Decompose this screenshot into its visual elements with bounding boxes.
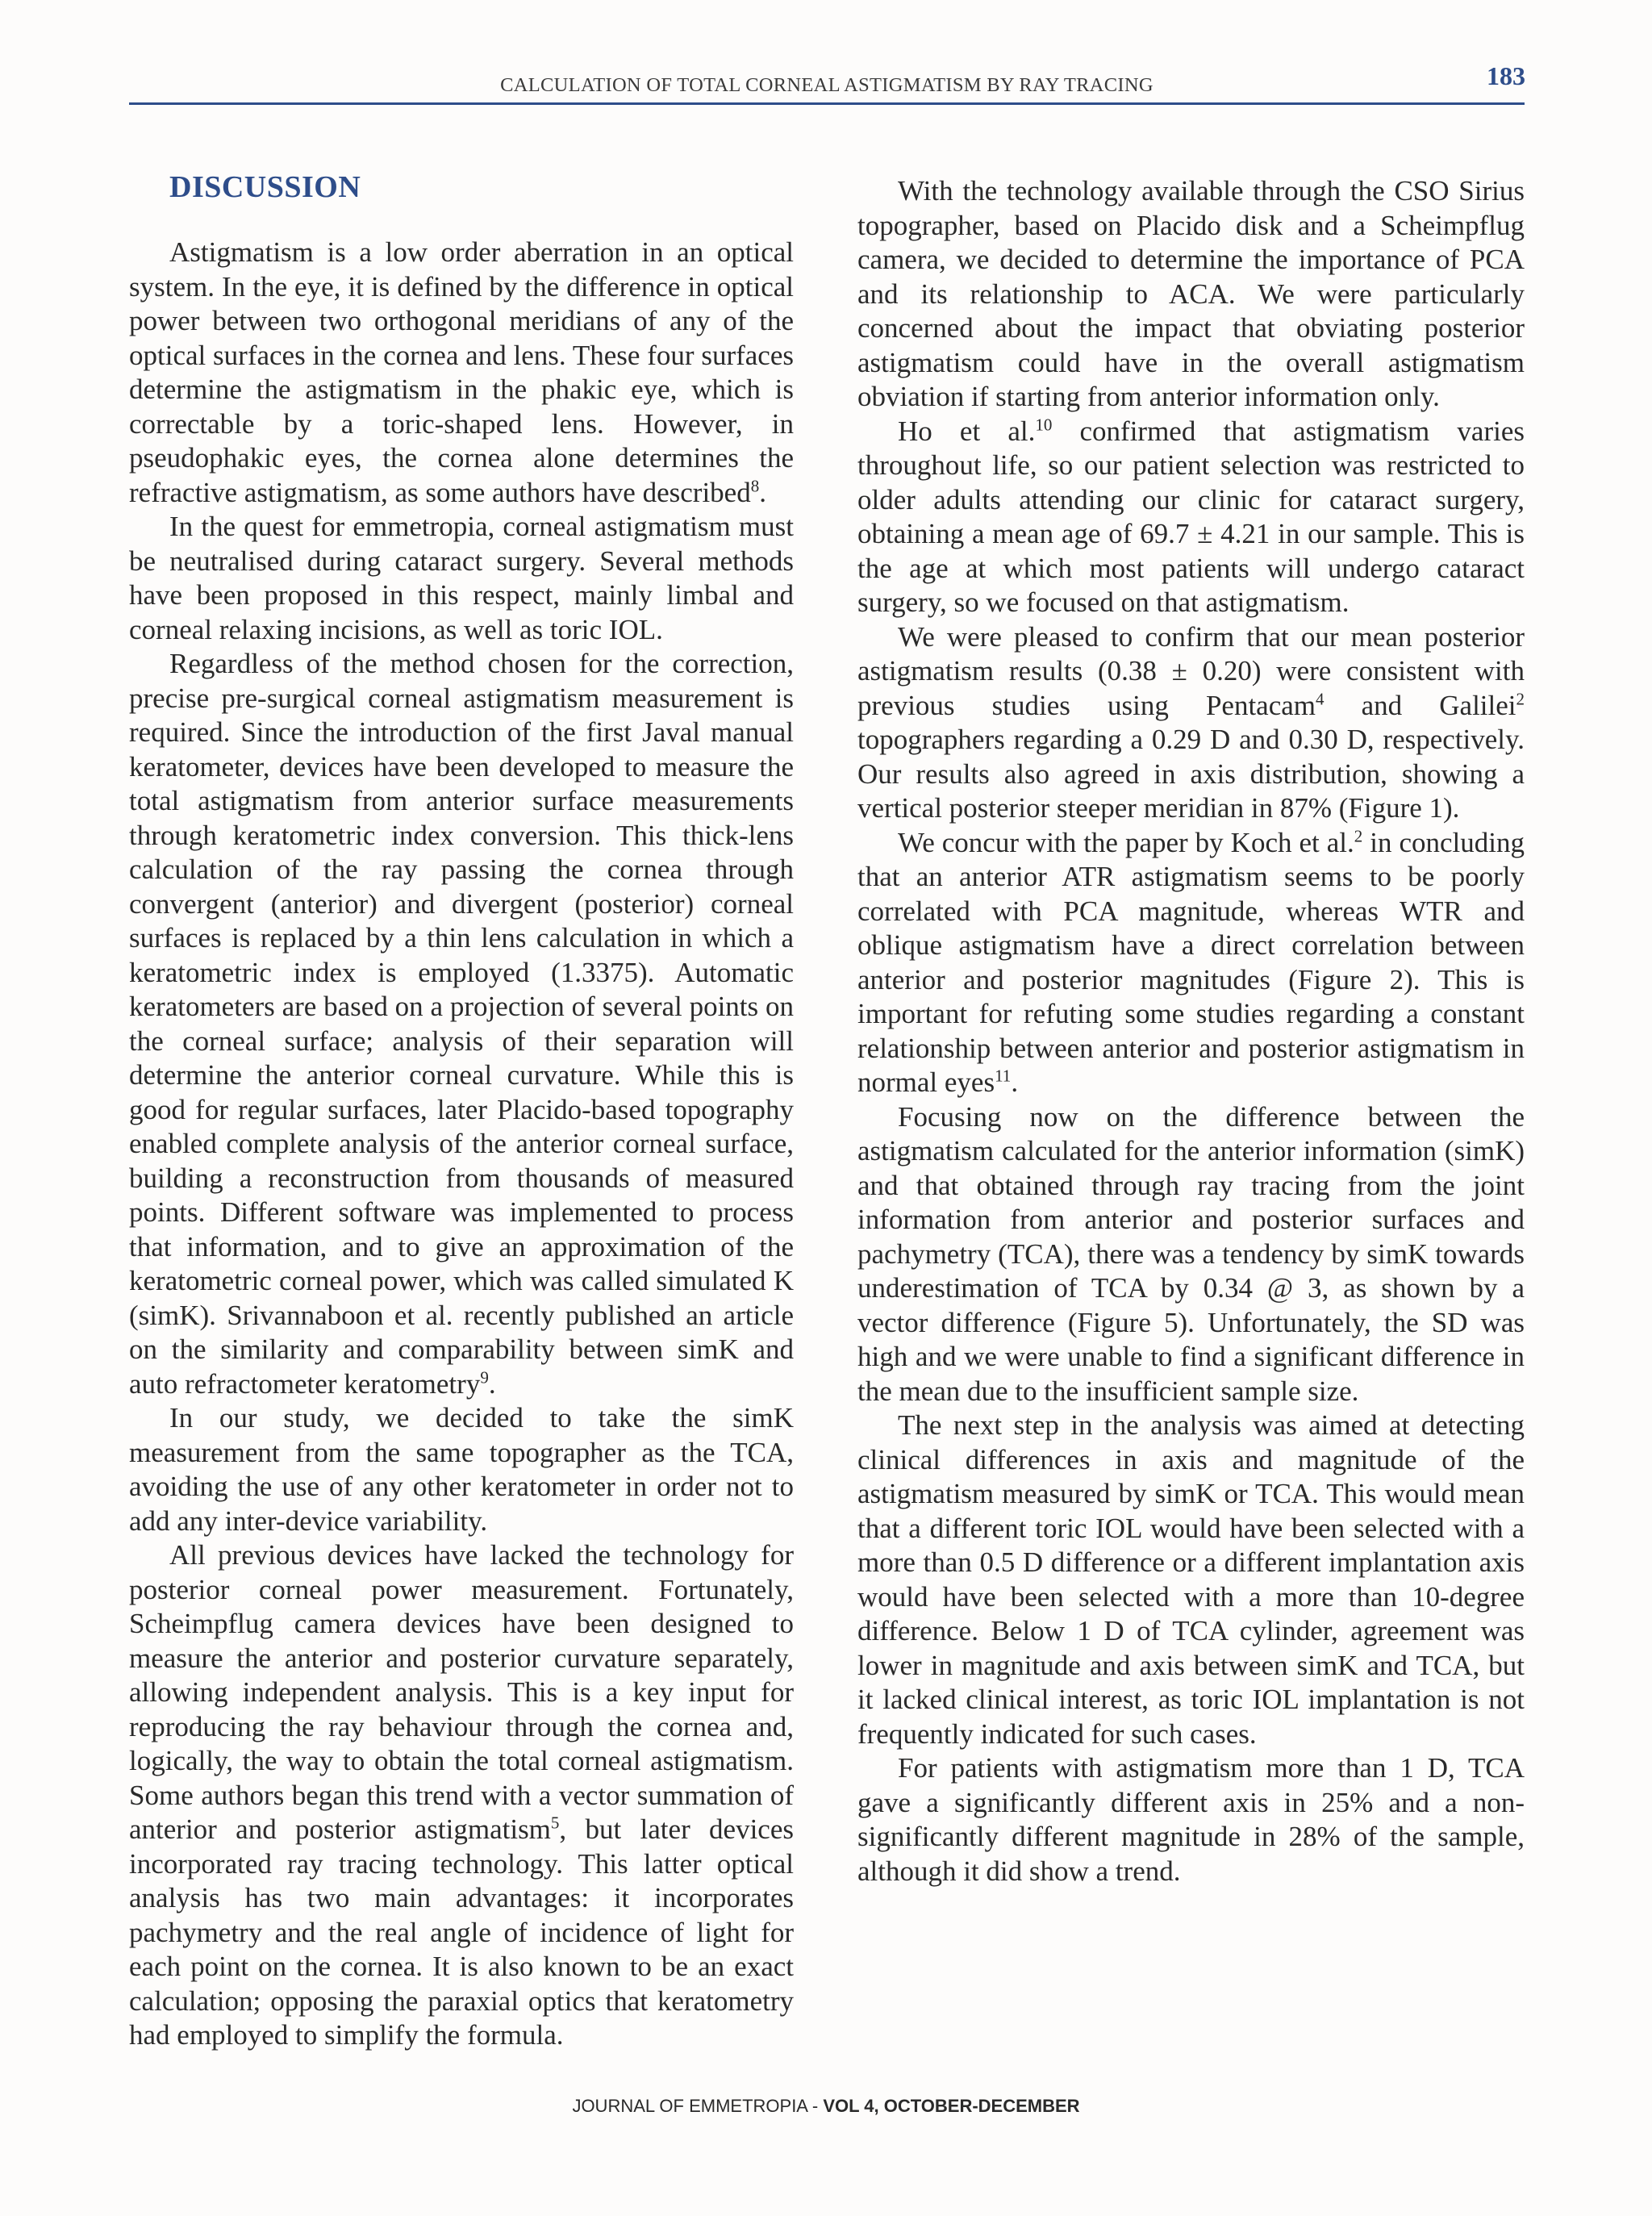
citation-ref: 2 xyxy=(1354,825,1363,845)
paragraph xyxy=(129,647,794,1401)
paragraph-text: and Galilei xyxy=(1324,689,1516,721)
paragraph-text: Regardless of the method chosen for the correction, precise pre-surgical corneal astigmatism measurement is required. Since the introduction of the first Javal manual keratometer, devices have been developed to measure the total astigmatism from anterior surface measurements through keratometric index conversion. This thick-lens calculation of the ray passing the cornea through convergent (anterior) and divergent (posterior) corneal surfaces is replaced by a thin lens calculation in which a keratometric index is employed (1.3375). Automatic keratometers are based on a projection of several points on the corneal surface; analysis of their separation will determine the anterior corneal curvature. While this is good for regular surfaces, later Placido-based topography enabled complete analysis of the anterior corneal surface, building a reconstruction from thousands of measured points. Different software was implemented to process that information, and to give an approximation of the keratometric corneal power, which was called simulated K (simK). Srivannaboon et al. recently published an article on the similarity and comparability between simK and auto refractometer keratometry xyxy=(129,648,794,1400)
citation-ref: 11 xyxy=(995,1066,1012,1086)
paragraph: For patients with astigmatism more than 1 D, TCA gave a significantly different axis in 25% and a non-significantly different magnitude in 28% of the sample, although it did show a trend. xyxy=(857,1752,1525,1887)
citation-ref: 10 xyxy=(1035,414,1053,434)
paragraph xyxy=(857,826,1525,1100)
paragraph-text: in concluding that an anterior ATR astigmatism seems to be poorly correlated with PCA magnitude, whereas WTR and oblique astigmatism have a direct correlation between anterior and posterior magnitudes (Figure 2). This is important for refuting some studies regarding a constant relationship between anterior and posterior astigmatism in normal eyes xyxy=(857,826,1525,1098)
paragraph: Focusing now on the difference between the astigmatism calculated for the anterior information (simK) and that obtained through ray tracing from the joint information from anterior and posterior surfaces and pachymetry (TCA), there was a tendency by simK towards underestimation of TCA by 0.34 @ 3, as shown by a vector difference (Figure 5). Unfortunately, the SD was high and we were unable to find a significant difference in the mean due to the insufficient sample size. xyxy=(857,1100,1525,1407)
paragraph: In the quest for emmetropia, corneal astigmatism must be neutralised during cataract surgery. Several methods have been proposed in this respect, mainly limbal and corneal relaxing incisions, as well as toric IOL. xyxy=(129,511,794,645)
paragraph: The next step in the analysis was aimed at detecting clinical differences in axis and magnitude of the astigmatism measured by simK or TCA. This would mean that a different toric IOL would have been selected with a more than 0.5 D difference or a different implantation axis would have been selected with a more than 10-degree difference. Below 1 D of TCA cylinder, agreement was lower in magnitude and axis between simK and TCA, but it lacked clinical interest, as toric IOL implantation is not frequently indicated for such cases. xyxy=(857,1409,1525,1750)
right-column xyxy=(857,174,1525,1888)
paragraph-tail: . xyxy=(759,476,766,508)
paragraph-tail: . xyxy=(1011,1066,1019,1098)
paragraph-tail: . xyxy=(488,1367,496,1400)
paragraph: With the technology available through the CSO Sirius topographer, based on Placido disk and a Scheimpflug camera, we decided to determine the importance of PCA and its relationship to ACA. We were particularly concerned about the impact that obviating posterior astigmatism could have in the overall astigmatism obviation if starting from anterior information only. xyxy=(857,175,1525,412)
running-title: CALCULATION OF TOTAL CORNEAL ASTIGMATISM BY RAY TRACING xyxy=(500,74,1153,96)
paragraph-text: We were pleased to confirm that our mean posterior astigmatism results (0.38 ± 0.20) were consistent with previous studies using Pentacam xyxy=(857,620,1525,721)
paragraph: In our study, we decided to take the simK measurement from the same topographer as the TCA, avoiding the use of any other keratometer in order not to add any inter-device variability. xyxy=(129,1402,794,1537)
paragraph-text: confirmed that astigmatism varies throughout life, so our patient selection was restricted to older adults attending our clinic for cataract surgery, obtaining a mean age of 69.7 ± 4.21 in our sample. This is the age at which most patients will undergo cataract surgery, so we focused on that astigmatism. xyxy=(857,415,1525,618)
citation-ref: 5 xyxy=(550,1813,560,1833)
citation-ref: 4 xyxy=(1316,688,1325,708)
header-rule xyxy=(129,102,1525,105)
footer-journal: JOURNAL OF EMMETROPIA - xyxy=(572,2096,824,2116)
page-number: 183 xyxy=(1487,61,1525,90)
paragraph-tail: , but later devices incorporated ray tracing technology. This latter optical analysis has two main advantages: it incorporates pachymetry and the real angle of incidence of light for each point on the cornea. It is also known to be an exact calculation; opposing the paraxial optics that keratometry had employed to simplify the formula. xyxy=(129,1813,794,2051)
citation-ref: 2 xyxy=(1516,688,1525,708)
citation-ref: 9 xyxy=(480,1367,489,1387)
section-heading-discussion: DISCUSSION xyxy=(169,170,361,204)
paragraph xyxy=(857,415,1525,620)
left-column xyxy=(129,169,794,2053)
paragraph xyxy=(129,1538,794,2053)
footer-issue: VOL 4, OCTOBER-DECEMBER xyxy=(823,2096,1080,2116)
paragraph-text: Astigmatism is a low order aberration in an optical system. In the eye, it is defined by the difference in optical power between two orthogonal meridians of any of the optical surfaces in the cornea and lens. These four surfaces determine the astigmatism in the phakic eye, which is correctable by a toric-shaped lens. However, in pseudophakic eyes, the cornea alone determines the refractive astigmatism, as some authors have described xyxy=(129,236,794,508)
paragraph-text: All previous devices have lacked the technology for posterior corneal power measurement. Fortunately, Scheimpflug camera devices have been designed to measure the anterior and posterior curvature separately, allowing independent analysis. This is a key input for reproducing the ray behaviour through the cornea and, logically, the way to obtain the total corneal astigmatism. Some authors began this trend with a vector summation of anterior and posterior astigmatism xyxy=(129,1539,794,1845)
citation-ref: 8 xyxy=(750,475,760,495)
paragraph-tail: topographers regarding a 0.29 D and 0.30 D, respectively. Our results also agreed in axis distribution, showing a vertical posterior steeper meridian in 87% (Figure 1). xyxy=(857,724,1525,824)
paragraph xyxy=(857,620,1525,826)
paragraph xyxy=(129,236,794,510)
paragraph-text: We concur with the paper by Koch et al. xyxy=(898,826,1354,858)
footer xyxy=(0,2096,1652,2117)
paragraph-lead: Ho et al. xyxy=(898,415,1036,447)
